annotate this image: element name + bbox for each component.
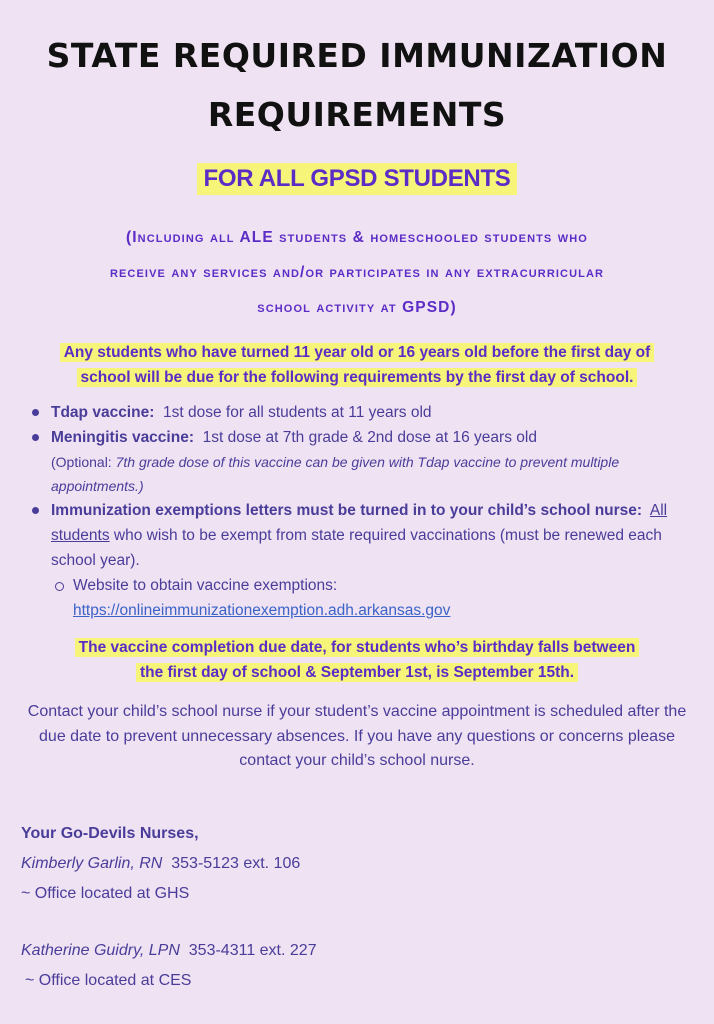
exemptions-text: who wish to be exempt from state required vaccinations (must be renewed each school year). bbox=[51, 527, 662, 569]
nurse-1-name: Kimberly Garlin, RN bbox=[21, 855, 163, 872]
signature-heading: Your Go-Devils Nurses, bbox=[21, 825, 199, 842]
due-line-2: the first day of school & September 1st, is September 15th. bbox=[136, 663, 578, 682]
nurse-2-office: ~ Office located at CES bbox=[25, 972, 192, 989]
nurse-2-phone: 353-4311 ext. 227 bbox=[188, 942, 317, 959]
all-students-underlined: All students bbox=[51, 502, 668, 544]
list-item-exemptions bbox=[30, 498, 696, 573]
subtitle-wrap bbox=[0, 163, 714, 195]
tdap-text: 1st dose for all students at 11 years old bbox=[163, 404, 432, 421]
list-item-meningitis bbox=[30, 425, 696, 498]
list-item-website bbox=[51, 573, 696, 623]
notice-line-2: school will be due for the following requirements by the first day of school. bbox=[77, 368, 638, 387]
meningitis-label: Meningitis vaccine: bbox=[51, 429, 194, 446]
optional-prefix: (Optional: bbox=[51, 454, 116, 470]
nurse-1-phone: 353-5123 ext. 106 bbox=[171, 855, 301, 872]
notice-line-1: Any students who have turned 11 year old or 16 years old before the first day of bbox=[60, 343, 655, 362]
title-line-1: STATE REQUIRED IMMUNIZATION bbox=[46, 36, 668, 75]
scope-line-2: receive any services and/or participates in any extracurricular bbox=[109, 264, 605, 281]
subtitle: FOR ALL GPSD STUDENTS bbox=[197, 163, 516, 195]
due-line-1: The vaccine completion due date, for students who’s birthday falls between bbox=[75, 638, 640, 657]
nurse-2-line bbox=[21, 942, 317, 960]
scope-line-1: (Including all ALE students & homeschooled students who bbox=[126, 229, 588, 246]
meningitis-text: 1st dose at 7th grade & 2nd dose at 16 years old bbox=[202, 429, 537, 446]
list-item-tdap bbox=[30, 400, 696, 425]
website-label: Website to obtain vaccine exemptions: bbox=[73, 577, 338, 594]
nurse-1-line bbox=[21, 855, 300, 873]
due-date-notice bbox=[20, 635, 694, 685]
title-line-2: REQUIREMENTS bbox=[207, 95, 507, 134]
contact-paragraph: Contact your child’s school nurse if your student’s vaccine appointment is scheduled after the due date to prevent unnecessary absences. If you have any questions or concerns please contact your child’s school nurse. bbox=[27, 703, 687, 769]
scope-line-3: school activity at GPSD) bbox=[257, 299, 457, 316]
age-notice bbox=[10, 340, 704, 390]
nurse-2-name: Katherine Guidry, LPN bbox=[21, 942, 180, 959]
optional-note bbox=[51, 450, 696, 498]
optional-text: 7th grade dose of this vaccine can be given with Tdap vaccine to prevent multiple appointments.) bbox=[51, 454, 620, 494]
nurse-1-office: ~ Office located at GHS bbox=[21, 885, 190, 902]
tdap-label: Tdap vaccine: bbox=[51, 404, 155, 421]
exemptions-label: Immunization exemptions letters must be turned in to your child’s school nurse: bbox=[51, 502, 643, 519]
scope-text bbox=[20, 220, 694, 325]
exemption-website-link[interactable]: https://onlineimmunizationexemption.adh.arkansas.gov bbox=[73, 602, 451, 619]
requirements-list bbox=[30, 400, 696, 623]
